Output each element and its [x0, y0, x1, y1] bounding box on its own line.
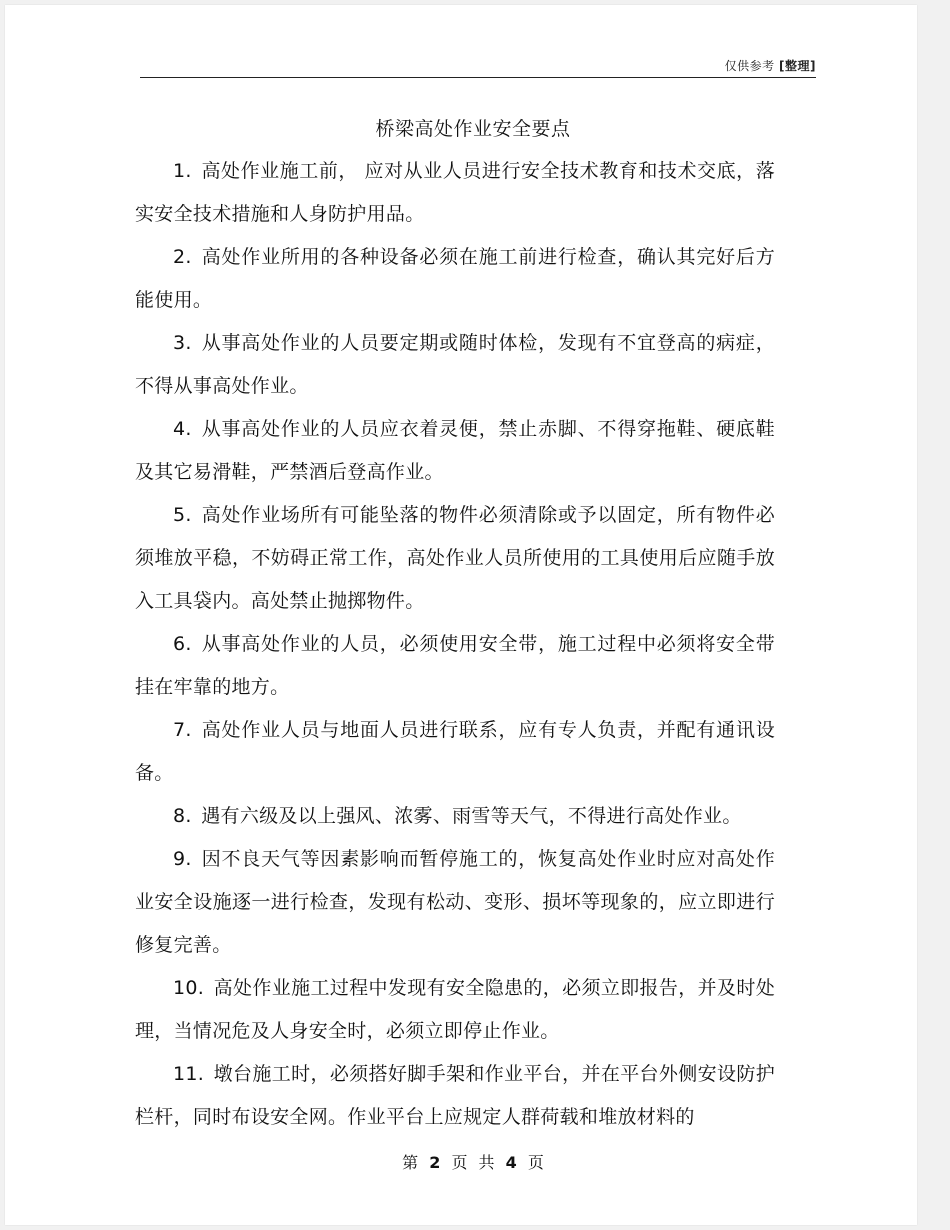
paragraph-text: 从事高处作业的人员要定期或随时体检，发现有不宜登高的病症，不得从事高处作业。 — [135, 332, 775, 397]
footer-total-pages: 4 — [505, 1153, 517, 1172]
paragraph-text: 从事高处作业的人员应衣着灵便，禁止赤脚、不得穿拖鞋、硬底鞋及其它易滑鞋，严禁酒后登高作业。 — [135, 418, 775, 483]
paragraph-text: 高处作业场所有可能坠落的物件必须清除或予以固定，所有物件必须堆放平稳，不妨碍正常工作，高处作业人员所使用的工具使用后应随手放入工具袋内。高处禁止抛掷物件。 — [135, 504, 775, 612]
paragraph-5 — [135, 494, 775, 623]
page-footer — [135, 1150, 811, 1173]
paragraph-1 — [135, 150, 775, 236]
paragraph-number: 8. — [173, 805, 192, 827]
header-text: 仅供参考 — [724, 59, 775, 73]
footer-suffix: 页 — [527, 1153, 544, 1172]
paragraph-number: 9. — [173, 848, 192, 870]
paragraph-2 — [135, 236, 775, 322]
paragraph-number: 1. — [173, 160, 192, 182]
paragraph-number: 5. — [173, 504, 192, 526]
paragraph-7 — [135, 709, 775, 795]
paragraph-number: 10. — [173, 977, 205, 999]
paragraph-10 — [135, 967, 775, 1053]
paragraph-number: 3. — [173, 332, 192, 354]
document-body — [135, 150, 775, 1139]
footer-prefix: 第 — [402, 1153, 419, 1172]
paragraph-text: 遇有六级及以上强风、浓雾、雨雪等天气，不得进行高处作业。 — [201, 805, 742, 827]
paragraph-number: 7. — [173, 719, 192, 741]
document-title: 桥梁高处作业安全要点 — [375, 118, 571, 140]
paragraph-number: 11. — [173, 1063, 205, 1085]
paragraph-6 — [135, 623, 775, 709]
paragraph-text: 高处作业人员与地面人员进行联系，应有专人负责，并配有通讯设备。 — [135, 719, 775, 784]
paragraph-8 — [135, 795, 775, 838]
header-rule — [140, 77, 816, 78]
footer-current-page: 2 — [429, 1153, 441, 1172]
paragraph-number: 4. — [173, 418, 192, 440]
paragraph-text: 墩台施工时，必须搭好脚手架和作业平台，并在平台外侧安设防护栏杆，同时布设安全网。作业平台上应规定人群荷载和堆放材料的 — [135, 1063, 775, 1128]
paragraph-number: 2. — [173, 246, 192, 268]
paragraph-text: 高处作业施工过程中发现有安全隐患的，必须立即报告，并及时处理，当情况危及人身安全时，必须立即停止作业。 — [135, 977, 775, 1042]
page-header — [140, 57, 816, 77]
paragraph-text: 从事高处作业的人员，必须使用安全带，施工过程中必须将安全带挂在牢靠的地方。 — [135, 633, 775, 698]
footer-middle: 页 共 — [451, 1153, 495, 1172]
paragraph-text: 因不良天气等因素影响而暂停施工的，恢复高处作业时应对高处作业安全设施逐一进行检查，发现有松动、变形、损坏等现象的，应立即进行修复完善。 — [135, 848, 775, 956]
paragraph-text: 高处作业施工前， 应对从业人员进行安全技术教育和技术交底，落实安全技术措施和人身防护用品。 — [135, 160, 775, 225]
paragraph-4 — [135, 408, 775, 494]
paragraph-11 — [135, 1053, 775, 1139]
paragraph-3 — [135, 322, 775, 408]
paragraph-9 — [135, 838, 775, 967]
header-bracket: [整理] — [779, 59, 816, 73]
paragraph-number: 6. — [173, 633, 192, 655]
paragraph-text: 高处作业所用的各种设备必须在施工前进行检查，确认其完好后方能使用。 — [135, 246, 775, 311]
